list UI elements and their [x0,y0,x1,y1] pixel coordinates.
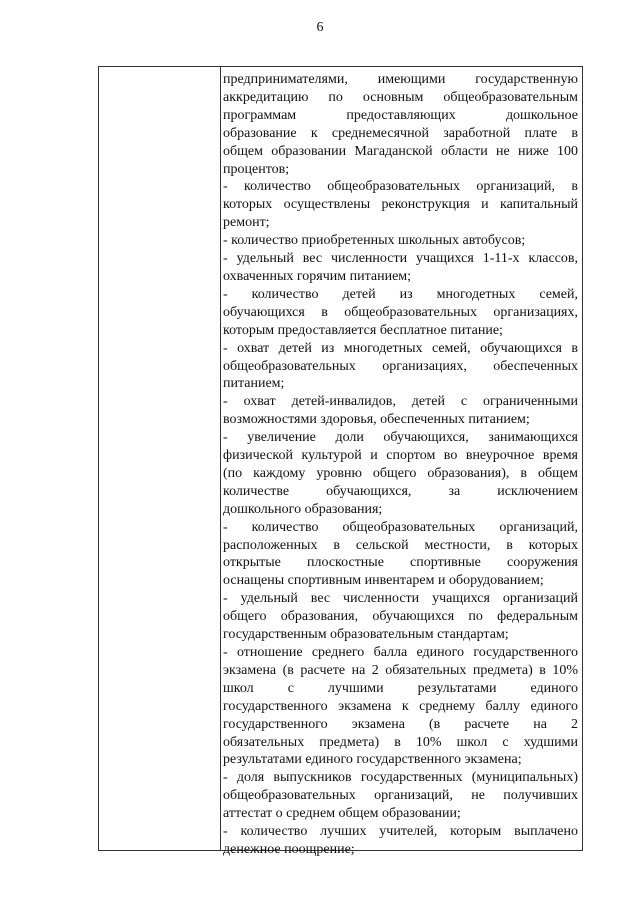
table-right-cell [223,71,578,859]
text-line: - количество приобретенных школьных автобусов; [223,233,526,249]
text-line: охваченных горячим питанием; [223,268,412,284]
text-line: - удельный вес численности учащихся организаций [223,591,578,607]
text-line: аттестат о среднем общем образовании; [223,806,461,822]
text-line: - доля выпускников государственных (муниципальных) [223,770,578,786]
text-line: государственным образовательным стандартам; [223,627,509,643]
text-line: общего образования, обучающихся по федеральным [223,609,578,625]
text-line: государственного экзамена к среднему баллу единого [223,698,578,714]
text-line: - количество лучших учителей, которым выплачено [223,824,578,840]
text-line: возможностями здоровья, обеспеченных питанием; [223,412,530,428]
table-left-cell [99,67,220,850]
text-line: экзамена (в расчете на 2 обязательных предмета) в 10% [223,662,578,678]
text-line: - количество детей из многодетных семей, [223,286,578,302]
text-line: обучающихся в общеобразовательных организациях, [223,304,578,320]
text-line: ремонт; [223,215,270,231]
text-line: питанием; [223,376,285,392]
text-line: обязательных предмета) в 10% школ с худшими [223,734,578,750]
text-line: открытые плоскостные спортивные сооружения [223,555,578,571]
text-line: аккредитацию по основным общеобразовательным [223,89,578,105]
text-line: государственного экзамена (в расчете на 2 [223,716,578,732]
text-line: - охват детей-инвалидов, детей с ограниченными [223,394,578,410]
document-table [98,66,583,857]
text-line: школ с лучшими результатами единого [223,680,578,696]
page-number: 6 [316,20,324,35]
text-line: - увеличение доли обучающихся, занимающихся [223,430,578,446]
text-line: которым предоставляется бесплатное питание; [223,322,503,338]
text-line: образование к среднемесячной заработной плате в [223,125,578,141]
text-line: расположенных в сельской местности, в которых [223,537,578,553]
text-line: общеобразовательных организаций, не получивших [223,788,578,804]
text-line: - отношение среднего балла единого государственного [223,645,578,660]
text-line: (по каждому уровню общего образования), в общем [223,465,578,481]
text-line: общем образовании Магаданской области не ниже 100 [223,143,578,159]
text-line: программам предоставляющих дошкольное [223,107,578,123]
text-line: - количество общеобразовательных организаций, [223,519,578,535]
text-line: которых осуществлены реконструкция и капитальный [223,197,578,213]
text-line: - удельный вес численности учащихся 1-11-х классов, [223,251,578,267]
text-line: физической культурой и спортом во внеурочное время [223,448,578,464]
text-line: процентов; [223,161,290,177]
text-line: количестве обучающихся, за исключением [223,483,578,499]
text-line: - охват детей из многодетных семей, обучающихся в [223,340,578,356]
text-line: дошкольного образования; [223,501,383,517]
text-line: денежное поощрение; [223,841,355,857]
text-line: общеобразовательных организациях, обеспеченных [223,358,578,374]
text-line: - количество общеобразовательных организаций, в [223,179,578,195]
column-divider [220,67,221,850]
text-line: оснащены спортивным инвентарем и оборудованием; [223,573,544,589]
text-line: результатами единого государственного экзамена; [223,752,522,768]
text-line: предпринимателями, имеющими государственную [223,72,578,87]
